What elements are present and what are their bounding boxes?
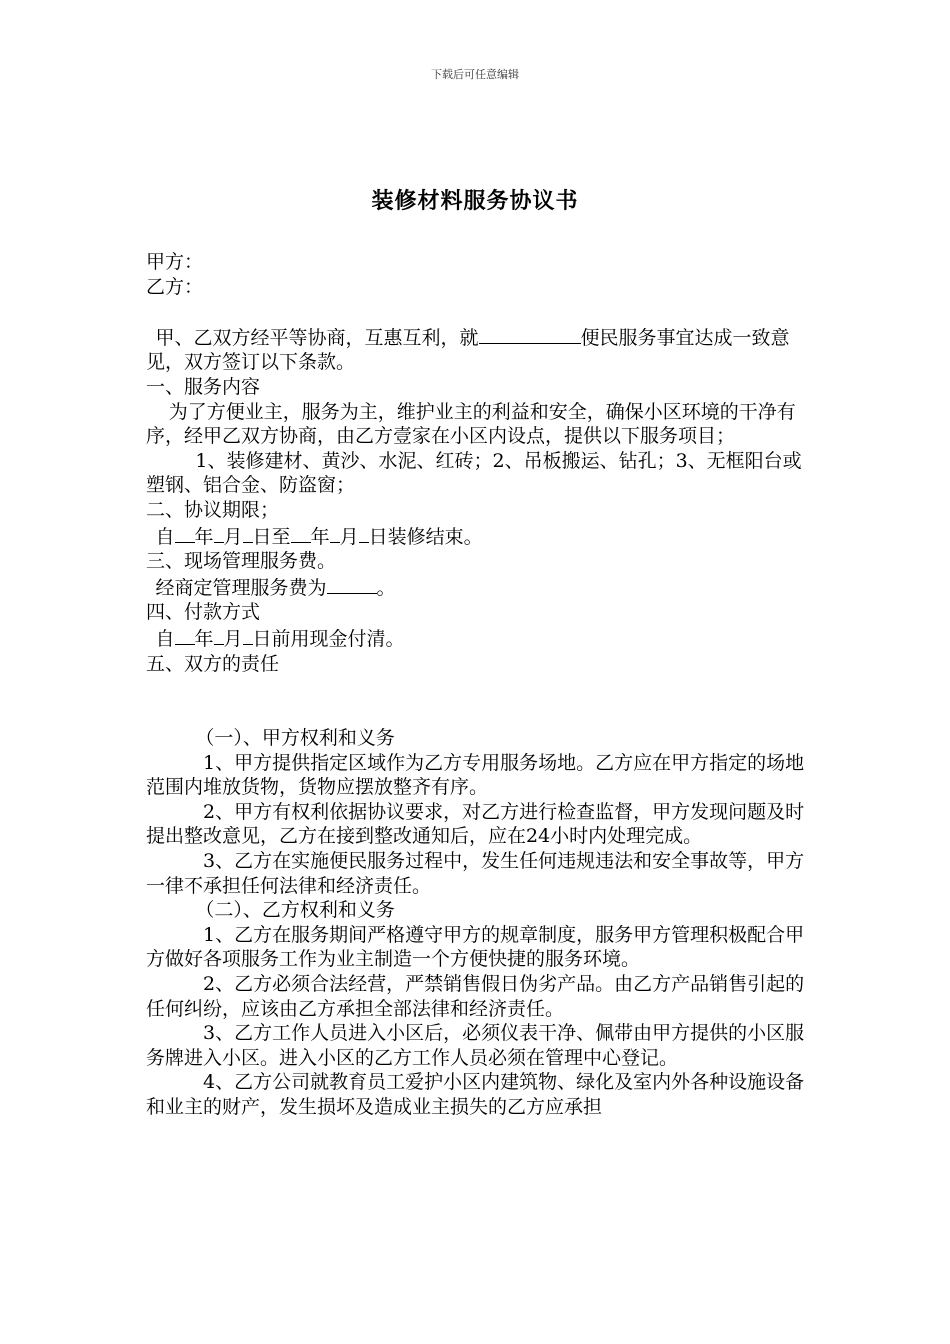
blank-day xyxy=(243,625,253,645)
party-a-clause-1: 1、甲方提供指定区域作为乙方专用服务场地。乙方应在甲方指定的场地范围内堆放货物，货物应摆放整齐有序。 xyxy=(146,751,805,799)
party-b-rights-heading: （二）、乙方权利和义务 xyxy=(195,899,395,922)
blank-fee xyxy=(327,574,377,594)
section-2-period xyxy=(146,523,810,550)
period-text: 月 xyxy=(339,525,359,548)
payment-text: 年 xyxy=(194,627,214,650)
party-a-rights-heading: （一）、甲方权利和义务 xyxy=(195,727,395,750)
blank-day xyxy=(359,523,369,543)
section-1-paragraph: 为了方便业主，服务为主，维护业主的利益和安全，确保小区环境的干净有序，经甲乙双方协商，由乙方壹家在小区内设点，提供以下服务项目； xyxy=(146,400,796,448)
payment-text: 自 xyxy=(155,627,175,650)
blank-month xyxy=(330,523,340,543)
party-b-clause-1: 1、乙方在服务期间严格遵守甲方的规章制度，服务甲方管理积极配合甲方做好各项服务工作为业主制造一个方便快捷的服务环境。 xyxy=(146,923,805,971)
party-a-clause-2: 2、甲方有权利依据协议要求，对乙方进行检查监督，甲方发现问题及时提出整改意见，乙方在接到整改通知后，应在24小时内处理完成。 xyxy=(146,800,805,848)
fee-text: 。 xyxy=(376,576,396,599)
period-text: 月 xyxy=(223,525,243,548)
intro-text-before: 甲、乙双方经平等协商，互惠互利，就 xyxy=(155,326,479,349)
period-text: 自 xyxy=(155,525,175,548)
document-body xyxy=(146,250,810,1120)
blank-month xyxy=(214,625,224,645)
section-4-payment xyxy=(146,625,810,652)
section-1-items: 1、装修建材、黄沙、水泥、红砖；2、吊板搬运、钻孔；3、无框阳台或塑钢、铝合金、防盗窗； xyxy=(146,449,802,497)
spacer xyxy=(146,299,810,324)
section-3-heading: 三、现场管理服务费。 xyxy=(146,550,337,573)
party-b-clause-4: 4、乙方公司就教育员工爱护小区内建筑物、绿化及室内外各种设施设备和业主的财产，发生损坏及造成业主损失的乙方应承担 xyxy=(146,1071,805,1118)
document-title: 装修材料服务协议书 xyxy=(371,188,579,214)
party-a-clause-3: 3、乙方在实施便民服务过程中，发生任何违规违法和安全事故等，甲方一律不承担任何法律和经济责任。 xyxy=(146,850,805,897)
fee-text: 经商定管理服务费为 xyxy=(155,576,327,599)
section-4-heading: 四、付款方式 xyxy=(146,601,261,624)
party-b-clause-2: 2、乙方必须合法经营，严禁销售假日伪劣产品。由乙方产品销售引起的任何纠纷，应该由乙方承担全部法律和经济责任。 xyxy=(146,973,805,1020)
page-header-note: 下载后可任意编辑 xyxy=(431,68,519,81)
period-text: 年 xyxy=(310,525,330,548)
party-b-clause-3: 3、乙方工作人员进入小区后，必须仪表干净、佩带由甲方提供的小区服务牌进入小区。进入小区的乙方工作人员必须在管理中心登记。 xyxy=(146,1022,805,1069)
party-a-line: 甲方： xyxy=(146,251,204,273)
period-text: 日装修结束。 xyxy=(368,525,483,548)
blank-month xyxy=(214,523,224,543)
section-5-heading: 五、双方的责任 xyxy=(146,652,280,675)
blank-year xyxy=(291,523,311,543)
blank-day xyxy=(243,523,253,543)
section-2-heading: 二、协议期限； xyxy=(146,498,280,521)
period-text: 年 xyxy=(194,525,214,548)
payment-text: 日前用现金付清。 xyxy=(252,627,405,650)
spacer xyxy=(146,676,810,726)
payment-text: 月 xyxy=(223,627,243,650)
blank-line xyxy=(479,324,581,344)
party-b-line: 乙方： xyxy=(146,275,204,298)
blank-year xyxy=(175,523,195,543)
period-text: 日至 xyxy=(252,525,291,548)
blank-year xyxy=(175,625,195,645)
intro-paragraph xyxy=(146,324,810,375)
section-3-fee xyxy=(146,574,810,601)
intro-text-after: 便民服务事宜达成一致意见，双方签订以下条款。 xyxy=(146,326,790,374)
section-1-heading: 一、服务内容 xyxy=(146,375,261,398)
